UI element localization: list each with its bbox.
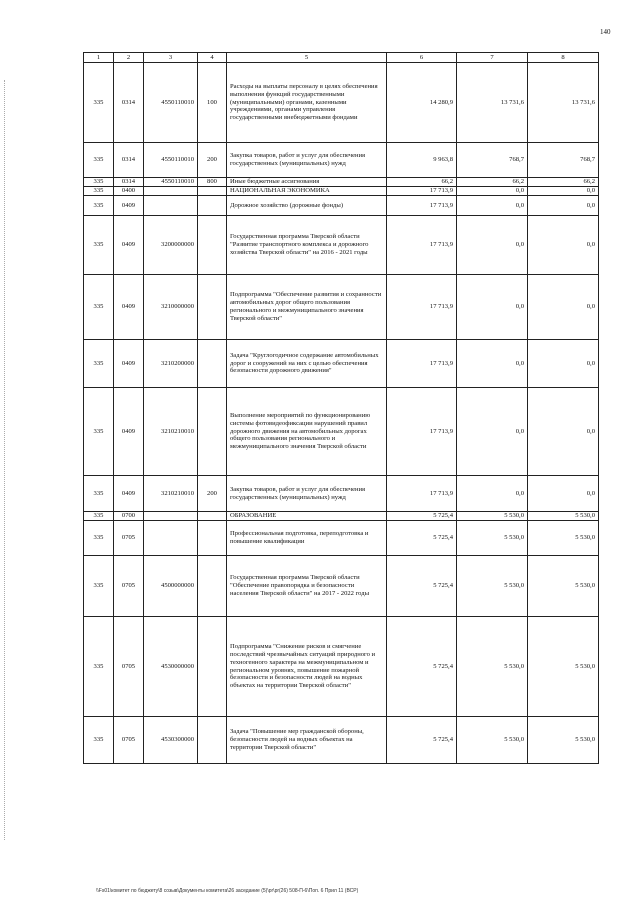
amount-col8-cell: 768,7 bbox=[528, 143, 599, 178]
amount-col8-cell: 5 530,0 bbox=[528, 617, 599, 717]
target-article-cell: 4530300000 bbox=[144, 717, 198, 764]
table-row bbox=[84, 196, 599, 216]
amount-col7-cell: 0,0 bbox=[457, 476, 528, 512]
amount-col8-cell: 13 731,6 bbox=[528, 63, 599, 143]
expense-type-cell bbox=[198, 556, 227, 617]
table-row bbox=[84, 617, 599, 717]
amount-col6-cell: 17 713,9 bbox=[387, 476, 457, 512]
target-article-cell bbox=[144, 512, 198, 521]
amount-col7-cell: 66,2 bbox=[457, 178, 528, 187]
table-row bbox=[84, 63, 599, 143]
amount-col7-cell: 5 530,0 bbox=[457, 556, 528, 617]
description-cell: Закупка товаров, работ и услуг для обеспечения государственных (муниципальных) нужд bbox=[227, 143, 387, 178]
expense-type-cell bbox=[198, 388, 227, 476]
column-header: 7 bbox=[457, 53, 528, 63]
amount-col8-cell: 0,0 bbox=[528, 340, 599, 388]
target-article-cell: 3210210010 bbox=[144, 388, 198, 476]
section-code-cell: 0314 bbox=[114, 143, 144, 178]
target-article-cell: 3200000000 bbox=[144, 216, 198, 275]
table-row bbox=[84, 476, 599, 512]
section-code-cell: 0409 bbox=[114, 476, 144, 512]
amount-col7-cell: 0,0 bbox=[457, 340, 528, 388]
expense-type-cell bbox=[198, 340, 227, 388]
table-row bbox=[84, 512, 599, 521]
amount-col6-cell: 9 963,8 bbox=[387, 143, 457, 178]
amount-col6-cell: 17 713,9 bbox=[387, 196, 457, 216]
amount-col7-cell: 13 731,6 bbox=[457, 63, 528, 143]
table-row bbox=[84, 187, 599, 196]
admin-code-cell: 335 bbox=[84, 476, 114, 512]
scan-margin-marks bbox=[4, 80, 6, 840]
column-header: 6 bbox=[387, 53, 457, 63]
table-row bbox=[84, 340, 599, 388]
amount-col7-cell: 0,0 bbox=[457, 216, 528, 275]
table-row bbox=[84, 388, 599, 476]
section-code-cell: 0700 bbox=[114, 512, 144, 521]
admin-code-cell: 335 bbox=[84, 275, 114, 340]
file-path-footer: \\Fs01\комитет по бюджету\8 созыв\Документы комитета\26 заседание (5)\pr\pr(26) 508-П-6\Поп. 6 Прил 11 (ВСР) bbox=[96, 888, 359, 894]
amount-col7-cell: 0,0 bbox=[457, 388, 528, 476]
description-cell: Задача "Повышение мер гражданской обороны, безопасности людей на водных объектах на территории Тверской области" bbox=[227, 717, 387, 764]
amount-col6-cell: 17 713,9 bbox=[387, 216, 457, 275]
amount-col6-cell: 14 280,9 bbox=[387, 63, 457, 143]
description-cell: Выполнение мероприятий по функционированию системы фотовидеофиксации нарушений правил дорожного движения на автомобильных дорогах общего пользования регионального и межмуниципального значения Тверской области bbox=[227, 388, 387, 476]
amount-col8-cell: 5 530,0 bbox=[528, 717, 599, 764]
amount-col6-cell: 5 725,4 bbox=[387, 717, 457, 764]
admin-code-cell: 335 bbox=[84, 63, 114, 143]
amount-col8-cell: 5 530,0 bbox=[528, 556, 599, 617]
admin-code-cell: 335 bbox=[84, 717, 114, 764]
target-article-cell: 3210200000 bbox=[144, 340, 198, 388]
table-row bbox=[84, 178, 599, 187]
amount-col6-cell: 5 725,4 bbox=[387, 556, 457, 617]
description-cell: ОБРАЗОВАНИЕ bbox=[227, 512, 387, 521]
column-header: 4 bbox=[198, 53, 227, 63]
amount-col8-cell: 0,0 bbox=[528, 187, 599, 196]
table-header-row bbox=[84, 53, 599, 63]
amount-col8-cell: 5 530,0 bbox=[528, 521, 599, 556]
amount-col7-cell: 768,7 bbox=[457, 143, 528, 178]
table-row bbox=[84, 556, 599, 617]
expense-type-cell bbox=[198, 275, 227, 340]
amount-col6-cell: 17 713,9 bbox=[387, 388, 457, 476]
target-article-cell: 4500000000 bbox=[144, 556, 198, 617]
target-article-cell bbox=[144, 187, 198, 196]
target-article-cell: 4550110010 bbox=[144, 178, 198, 187]
expense-type-cell bbox=[198, 187, 227, 196]
admin-code-cell: 335 bbox=[84, 216, 114, 275]
amount-col8-cell: 66,2 bbox=[528, 178, 599, 187]
budget-table bbox=[83, 52, 599, 764]
expense-type-cell: 100 bbox=[198, 63, 227, 143]
section-code-cell: 0400 bbox=[114, 187, 144, 196]
amount-col6-cell: 17 713,9 bbox=[387, 340, 457, 388]
expense-type-cell: 200 bbox=[198, 143, 227, 178]
target-article-cell bbox=[144, 521, 198, 556]
amount-col8-cell: 0,0 bbox=[528, 196, 599, 216]
column-header: 8 bbox=[528, 53, 599, 63]
description-cell: Профессиональная подготовка, переподготовка и повышение квалификации bbox=[227, 521, 387, 556]
admin-code-cell: 335 bbox=[84, 521, 114, 556]
expense-type-cell bbox=[198, 196, 227, 216]
admin-code-cell: 335 bbox=[84, 512, 114, 521]
admin-code-cell: 335 bbox=[84, 187, 114, 196]
admin-code-cell: 335 bbox=[84, 556, 114, 617]
amount-col7-cell: 5 530,0 bbox=[457, 717, 528, 764]
amount-col8-cell: 0,0 bbox=[528, 275, 599, 340]
target-article-cell: 3210210010 bbox=[144, 476, 198, 512]
admin-code-cell: 335 bbox=[84, 196, 114, 216]
target-article-cell: 4530000000 bbox=[144, 617, 198, 717]
amount-col6-cell: 5 725,4 bbox=[387, 521, 457, 556]
amount-col7-cell: 0,0 bbox=[457, 196, 528, 216]
page-number: 140 bbox=[600, 28, 611, 36]
description-cell: Подпрограмма "Снижение рисков и смягчение последствий чрезвычайных ситуаций природного и техногенного характера на межмуниципальном и региональном уровнях, повышение пожарной безопасности и безопасности людей на водных объектах на территории Тверской области" bbox=[227, 617, 387, 717]
expense-type-cell: 800 bbox=[198, 178, 227, 187]
column-header: 1 bbox=[84, 53, 114, 63]
admin-code-cell: 335 bbox=[84, 388, 114, 476]
section-code-cell: 0705 bbox=[114, 521, 144, 556]
admin-code-cell: 335 bbox=[84, 340, 114, 388]
amount-col6-cell: 5 725,4 bbox=[387, 512, 457, 521]
amount-col7-cell: 0,0 bbox=[457, 187, 528, 196]
description-cell: Расходы на выплаты персоналу в целях обеспечения выполнения функций государственными (муниципальными) органами, казенными учреждениями, органами управления государственными внебюджетными фондами bbox=[227, 63, 387, 143]
section-code-cell: 0705 bbox=[114, 717, 144, 764]
admin-code-cell: 335 bbox=[84, 143, 114, 178]
section-code-cell: 0409 bbox=[114, 216, 144, 275]
amount-col8-cell: 5 530,0 bbox=[528, 512, 599, 521]
admin-code-cell: 335 bbox=[84, 178, 114, 187]
expense-type-cell bbox=[198, 216, 227, 275]
section-code-cell: 0409 bbox=[114, 388, 144, 476]
table-row bbox=[84, 717, 599, 764]
section-code-cell: 0409 bbox=[114, 275, 144, 340]
description-cell: Закупка товаров, работ и услуг для обеспечения государственных (муниципальных) нужд bbox=[227, 476, 387, 512]
amount-col6-cell: 17 713,9 bbox=[387, 187, 457, 196]
target-article-cell bbox=[144, 196, 198, 216]
table-row bbox=[84, 521, 599, 556]
amount-col7-cell: 5 530,0 bbox=[457, 617, 528, 717]
table-row bbox=[84, 216, 599, 275]
amount-col7-cell: 0,0 bbox=[457, 275, 528, 340]
expense-type-cell bbox=[198, 512, 227, 521]
description-cell: Задача "Круглогодичное содержание автомобильных дорог и сооружений на них с целью обеспечения безопасности дорожного движения" bbox=[227, 340, 387, 388]
table-row bbox=[84, 275, 599, 340]
amount-col6-cell: 17 713,9 bbox=[387, 275, 457, 340]
description-cell: Дорожное хозяйство (дорожные фонды) bbox=[227, 196, 387, 216]
section-code-cell: 0409 bbox=[114, 340, 144, 388]
column-header: 5 bbox=[227, 53, 387, 63]
column-header: 2 bbox=[114, 53, 144, 63]
section-code-cell: 0409 bbox=[114, 196, 144, 216]
description-cell: Государственная программа Тверской области "Обеспечение правопорядка и безопасности населения Тверской области" на 2017 - 2022 годы bbox=[227, 556, 387, 617]
target-article-cell: 4550110010 bbox=[144, 63, 198, 143]
section-code-cell: 0705 bbox=[114, 556, 144, 617]
amount-col7-cell: 5 530,0 bbox=[457, 521, 528, 556]
description-cell: НАЦИОНАЛЬНАЯ ЭКОНОМИКА bbox=[227, 187, 387, 196]
expense-type-cell: 200 bbox=[198, 476, 227, 512]
description-cell: Государственная программа Тверской области "Развитие транспортного комплекса и дорожного хозяйства Тверской области" на 2016 - 2021 годы bbox=[227, 216, 387, 275]
table-row bbox=[84, 143, 599, 178]
expense-type-cell bbox=[198, 521, 227, 556]
amount-col6-cell: 5 725,4 bbox=[387, 617, 457, 717]
target-article-cell: 4550110010 bbox=[144, 143, 198, 178]
column-header: 3 bbox=[144, 53, 198, 63]
amount-col8-cell: 0,0 bbox=[528, 388, 599, 476]
amount-col7-cell: 5 530,0 bbox=[457, 512, 528, 521]
section-code-cell: 0314 bbox=[114, 178, 144, 187]
admin-code-cell: 335 bbox=[84, 617, 114, 717]
description-cell: Подпрограмма "Обеспечение развития и сохранности автомобильных дорог общего пользования регионального и межмуниципального значения Тверской области" bbox=[227, 275, 387, 340]
target-article-cell: 3210000000 bbox=[144, 275, 198, 340]
section-code-cell: 0705 bbox=[114, 617, 144, 717]
amount-col8-cell: 0,0 bbox=[528, 476, 599, 512]
amount-col6-cell: 66,2 bbox=[387, 178, 457, 187]
expense-type-cell bbox=[198, 617, 227, 717]
expense-type-cell bbox=[198, 717, 227, 764]
description-cell: Иные бюджетные ассигнования bbox=[227, 178, 387, 187]
amount-col8-cell: 0,0 bbox=[528, 216, 599, 275]
section-code-cell: 0314 bbox=[114, 63, 144, 143]
